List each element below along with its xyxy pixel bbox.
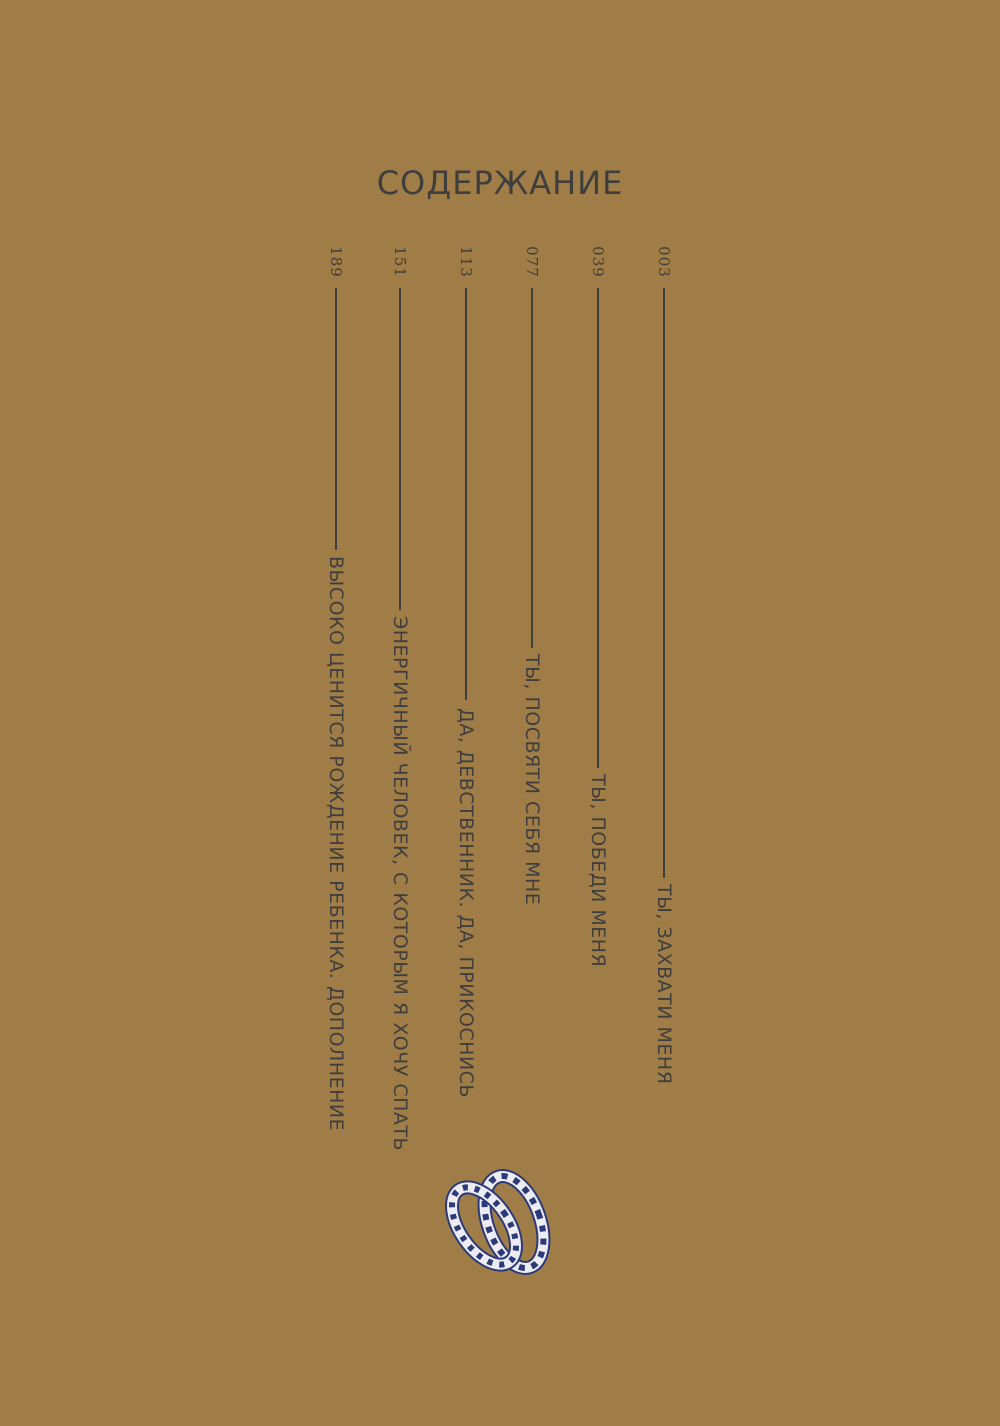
- entry-page-number: [321, 244, 351, 280]
- entry-title-text: ЭНЕРГИЧНЫЙ ЧЕЛОВЕК, С КОТОРЫМ Я ХОЧУ СПАТЬ: [389, 616, 411, 1152]
- leader-line: [597, 288, 599, 768]
- page-number-text: 039: [589, 246, 607, 278]
- entry-title-text: ТЫ, ЗАХВАТИ МЕНЯ: [653, 884, 675, 1085]
- entry-title-text: ВЫСОКО ЦЕНИТСЯ РОЖДЕНИЕ РЕБЕНКА. ДОПОЛНЕНИЕ: [325, 556, 347, 1132]
- page-number-text: 077: [523, 246, 541, 278]
- entry-title-text: ТЫ, ПОСВЯТИ СЕБЯ МНЕ: [521, 654, 543, 906]
- leader-line: [335, 288, 337, 550]
- leader-line: [399, 288, 401, 610]
- entry-title-text: ТЫ, ПОБЕДИ МЕНЯ: [587, 774, 609, 968]
- entry-page-number: [583, 244, 613, 280]
- page-title: СОДЕРЖАНИЕ: [376, 164, 624, 202]
- wedding-rings-icon: [436, 1160, 566, 1300]
- entry-page-number: [385, 244, 415, 280]
- entry-title-text: ДА, ДЕВСТВЕННИК. ДА, ПРИКОСНИСЬ: [455, 708, 477, 1098]
- leader-line: [663, 288, 665, 878]
- page-number-text: 151: [391, 246, 409, 278]
- page-number-text: 113: [457, 246, 475, 278]
- entry-page-number: [451, 244, 481, 280]
- entry-page-number: [649, 244, 679, 280]
- page-number-text: 003: [655, 246, 673, 278]
- entry-page-number: [517, 244, 547, 280]
- leader-line: [531, 288, 533, 648]
- page-number-text: 189: [327, 246, 345, 278]
- leader-line: [465, 288, 467, 700]
